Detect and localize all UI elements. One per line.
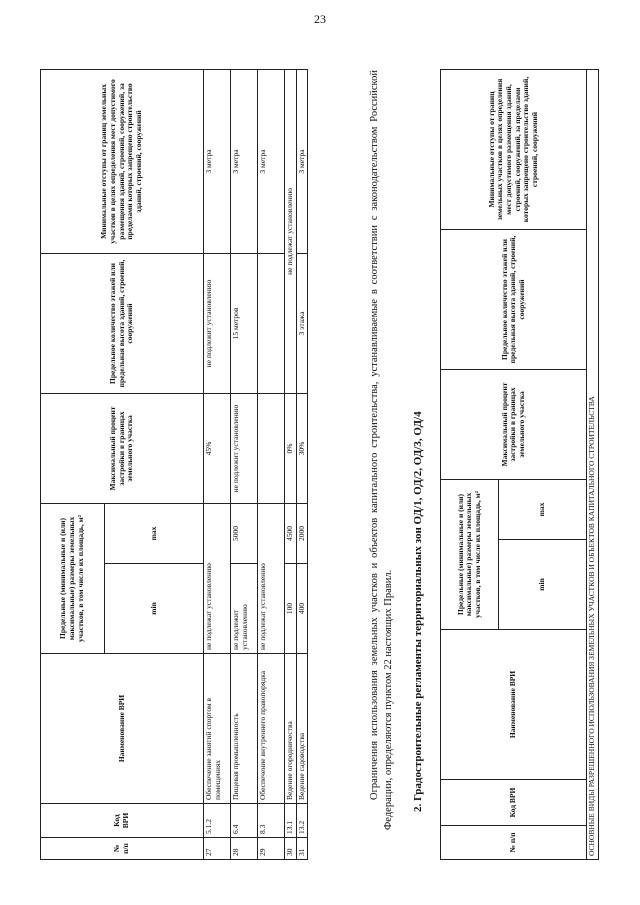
cell-max: 4500 — [285, 503, 297, 563]
cell-num: 30 — [285, 838, 297, 860]
header-area-group: Предельные (минимальные и (или) максимальные) размеры земельных участков, в том числе их площадь, м² — [441, 479, 499, 629]
cell-setback: 3 метра — [296, 69, 308, 253]
cell-max: 2000 — [296, 503, 308, 563]
cell-code: 13.1 — [285, 804, 297, 838]
header-num: № п/п — [441, 826, 587, 860]
cell-min: 100 — [285, 564, 297, 654]
table-row — [231, 69, 258, 859]
cell-name: Ведение огородничества — [285, 654, 297, 804]
header-name: Наименование ВРИ — [41, 654, 204, 804]
cell-name: Ведение садоводства — [296, 654, 308, 804]
cell-minmax: не подлежат установлению — [258, 503, 285, 653]
cell-setback: 3 метра — [204, 69, 231, 253]
table-header-row — [41, 69, 105, 859]
table-zone-regulations — [440, 69, 599, 860]
cell-percent: не подлежит установлению — [231, 393, 258, 503]
cell-percent: 45% — [204, 393, 231, 503]
header-area-group: Предельные (минимальные и (или) максимальные) размеры земельных участков, в том числе их площадь, м² — [41, 503, 105, 653]
cell-setback: 3 метра — [258, 69, 285, 253]
restrictions-paragraph: Ограничения использования земельных участков и объектов капитального строительства, устанавливаемые в соответствии с законодательством Российской Федерации, определяются пунктом 22 настоящих Правил. — [369, 70, 395, 830]
header-min: min — [104, 564, 203, 654]
main-uses-banner: ОСНОВНЫЕ ВИДЫ РАЗРЕШЕННОГО ИСПОЛЬЗОВАНИЯ ЗЕМЕЛЬНЫХ УЧАСТКОВ И ОБЪЕКТОВ КАПИТАЛЬНОГО СТРОИТЕЛЬСТВА — [587, 69, 599, 859]
cell-max: 5000 — [231, 503, 258, 563]
cell-num: 27 — [204, 838, 231, 860]
cell-name: Пищевая промышленность — [231, 654, 258, 804]
header-max: max — [104, 503, 203, 563]
cell-num: 31 — [296, 838, 308, 860]
cell-min: 400 — [296, 564, 308, 654]
table-header-row — [441, 69, 499, 859]
cell-floors: 15 метров — [231, 253, 258, 393]
cell-num: 29 — [258, 838, 285, 860]
rotated-page-content — [40, 40, 596, 860]
header-setback: Минимальные отступы от границ земельных участков в целях определения мест допустимого размещения зданий, строений, сооружений, за пределами которых запрещено строительство зданий, строений, сооружений — [441, 69, 587, 229]
cell-name: Обеспечение занятий спортом в помещениях — [204, 654, 231, 804]
header-min: min — [499, 540, 587, 630]
cell-percent: 0% — [285, 393, 297, 503]
page-number: 23 — [314, 12, 326, 26]
header-floors: Предельное количество этажей или предельная высота зданий, строений, сооружений — [41, 253, 204, 393]
table-banner-row — [587, 69, 599, 859]
cell-code: 8.3 — [258, 804, 285, 838]
cell-percent: 30% — [296, 393, 308, 503]
header-percent: Максимальный процент застройки в границах земельного участка — [41, 393, 204, 503]
cell-rest: не подлежат установлению — [285, 69, 297, 393]
header-max: max — [499, 479, 587, 539]
cell-min: не подлежит установлению — [231, 564, 258, 654]
cell-code: 13.2 — [296, 804, 308, 838]
header-name: Наименование ВРИ — [441, 630, 587, 780]
header-floors: Предельное количество этажей или предельная высота зданий, строений, сооружений — [441, 229, 587, 369]
table-row — [296, 69, 308, 859]
cell-minmax: не подлежат установлению — [204, 503, 231, 653]
cell-setback: 3 метра — [231, 69, 258, 253]
header-code: Код ВРИ — [441, 780, 587, 826]
header-num: № п/п — [41, 838, 204, 860]
header-setback: Минимальные отступы от границ земельных участков в целях определения мест допустимого размещения зданий, строений, сооружений, за пределами которых запрещено строительство зданий, строений, сооружений — [41, 69, 204, 253]
cell-name: Обеспечение внутреннего правопорядка — [258, 654, 285, 804]
table-row — [285, 69, 297, 859]
cell-floors: не подлежит установлению — [204, 253, 231, 393]
table-regulations-continued — [40, 69, 308, 860]
cell-code: 5.1.2 — [204, 804, 231, 838]
cell-code: 6.4 — [231, 804, 258, 838]
cell-floors: 3 этажа — [296, 253, 308, 393]
cell-floors-empty — [258, 253, 285, 393]
table-row — [258, 69, 285, 859]
section-heading: 2. Градостроительные регламенты территориальных зон ОД/1, ОД/2, ОД/3, ОД/4 — [412, 411, 424, 812]
cell-percent-empty — [258, 393, 285, 503]
table-row — [204, 69, 231, 859]
header-percent: Максимальный процент застройки в границах земельного участка — [441, 369, 587, 479]
cell-num: 28 — [231, 838, 258, 860]
header-code: Код ВРИ — [41, 804, 204, 838]
